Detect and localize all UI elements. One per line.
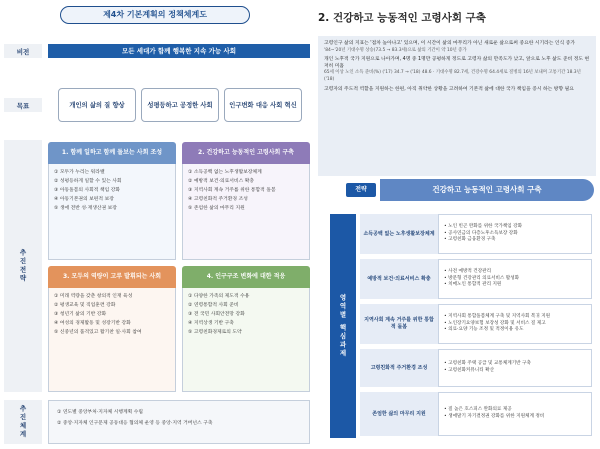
strategy-title-4: 4. 인구구조 변화에 대한 적응 <box>182 266 310 288</box>
area-label: 예방적 보건·의료서비스 확충 <box>360 259 438 299</box>
area-row-4 <box>360 349 592 387</box>
strategy-badge: 전략 <box>346 183 376 197</box>
strategy-item: ① 다양한 가족의 제도적 수용 <box>188 294 250 299</box>
strategy-item: ② 연령통합적 사회 준비 <box>188 303 239 308</box>
area-item: • 질 높은 호스피스 완화의료 제공 <box>444 407 512 413</box>
strategy-label: 추진전략 <box>4 140 42 392</box>
strategy-items-2 <box>182 164 310 260</box>
area-body <box>438 349 592 387</box>
bullet-subtext: '84~'20년 기대수명 상승(73.5 → 83.3세)으로 삶의 기간이 약 10년 증가 <box>324 47 467 53</box>
strategy-item: ① 소득공백 없는 노후생활보장체계 <box>188 170 262 175</box>
strategy-item: ② 평생교육 및 직업훈련 강화 <box>54 303 116 308</box>
system-box <box>48 400 310 444</box>
area-label: 존엄한 삶의 마무리 지원 <box>360 392 438 436</box>
goal-box-1: 개인의 삶의 질 향상 <box>58 88 136 122</box>
area-body <box>438 304 592 344</box>
area-item: • 노인장기요양보험 보장성 강화 및 서비스 질 제고 <box>444 320 546 326</box>
area-item: • 사전 예방적 건강관리 <box>444 268 492 274</box>
strategy-item: ① 미래 역량을 갖춘 창의적 인재 육성 <box>54 294 133 299</box>
strategy-card-1 <box>48 142 176 260</box>
core-tasks-label: 영역별 핵심과제 <box>330 214 356 438</box>
area-item: • 고령친화커뮤니티 확산 <box>444 368 495 373</box>
strategy-item: ⑤ 생애 전반 성·재생산권 보장 <box>54 206 117 211</box>
area-item: • 지역사회 통합돌봄체계 구축 및 지역사회 복귀 지원 <box>444 313 551 319</box>
area-item: • 공사연금의 다층노후소득보장 강화 <box>444 230 518 236</box>
system-item: ② 중앙·지자체 인구문제 공동대응 협의체 운영 등 중앙·지역 거버넌스 구축 <box>57 421 213 426</box>
strategy-title-2: 2. 건강하고 능동적인 고령사회 구축 <box>182 142 310 164</box>
goal-label: 목표 <box>4 98 42 112</box>
strategy-item: ④ 지역상생 기반 구축 <box>188 321 234 326</box>
strategy-item: ④ 아동기본권의 보편적 보장 <box>54 197 114 202</box>
background-bullets <box>318 36 596 176</box>
area-body <box>438 214 592 254</box>
strategy-item: ⑤ 신중년의 품격있고 활기찬 일·사회 참여 <box>54 330 142 335</box>
area-body <box>438 392 592 436</box>
system-label: 추진체계 <box>4 400 42 444</box>
area-item: • 노인 빈곤 완화를 위한 국가책임 강화 <box>444 223 523 229</box>
strategy-item: ① 모두가 누리는 워라밸 <box>54 170 105 175</box>
area-label: 지역사회 계속 거주를 위한 통합적 돌봄 <box>360 304 438 344</box>
bullet-item-3 <box>324 87 590 94</box>
area-label: 고령친화적 주거환경 조성 <box>360 349 438 387</box>
strategy-card-3 <box>48 266 176 392</box>
strategy-item: ② 예방적 보건·의료서비스 확충 <box>188 179 255 184</box>
strategy-title-3: 3. 모두의 역량이 고루 발휘되는 사회 <box>48 266 176 288</box>
area-item: • 생애말기 자기결정권 강화를 위한 지원체계 정비 <box>444 414 545 419</box>
strategy-item: ② 성평등하게 일할 수 있는 사회 <box>54 179 122 184</box>
strategy-item: ④ 고령친화적 주거환경 조성 <box>188 197 248 202</box>
bullet-item-2 <box>324 57 590 83</box>
left-panel-title: 제4차 기본계획의 정책체계도 <box>60 6 250 24</box>
strategy-item: ③ 전 국민 사회안전망 강화 <box>188 312 245 317</box>
vision-statement: 모든 세대가 함께 행복한 지속 가능 사회 <box>48 44 310 58</box>
right-panel-title: 2. 건강하고 능동적인 고령사회 구축 <box>318 12 486 24</box>
area-item: • 고령친화 금융환경 구축 <box>444 237 496 243</box>
area-body <box>438 259 592 299</box>
strategy-items-3 <box>48 288 176 392</box>
strategy-item: ⑤ 존엄한 삶의 마무리 지원 <box>188 206 245 211</box>
area-item: • 치매노인 통합적 관리 지원 <box>444 282 502 288</box>
vision-label: 비전 <box>4 44 42 58</box>
area-row-3 <box>360 304 592 344</box>
area-label: 소득공백 없는 노후생활보장체계 <box>360 214 438 254</box>
area-item: • 방문형 건강관리 의료서비스 활성화 <box>444 275 520 281</box>
strategy-items-4 <box>182 288 310 392</box>
strategy-card-2 <box>182 142 310 260</box>
strategy-item: ④ 여성의 경제활동 및 성장기반 강화 <box>54 321 131 326</box>
strategy-card-4 <box>182 266 310 392</box>
goal-box-3: 인구변화 대응 사회 혁신 <box>224 88 302 122</box>
bullet-text: 개인 노후적 국가 지원으로 나아가며, 4명 중 1명만 공평하게 정도로 고령자 삶의 만족도가 낮고, 앞으로 노후 삶도 준비 정도 현저히 미흡 <box>324 57 590 69</box>
strategy-items-1 <box>48 164 176 260</box>
system-item: ① 연도별 중앙부처·지자체 시행계획 수립 <box>57 410 144 415</box>
strategy-title-1: 1. 함께 일하고 함께 돌보는 사회 조성 <box>48 142 176 164</box>
strategy-item: ③ 청년기 삶의 기반 강화 <box>54 312 107 317</box>
goal-box-2: 성평등하고 공정한 사회 <box>141 88 219 122</box>
bullet-text: 고령자의 주도적 역할을 지원하는 한편, 아직 취약한 상황을 고려하여 기본적 삶에 대한 국가 책임을 증시 하는 방향 필요 <box>324 86 574 92</box>
strategy-item: ③ 아동돌봄의 사회적 책임 강화 <box>54 188 121 193</box>
area-row-2 <box>360 259 592 299</box>
area-item: • 의료·요양 기능 조정 및 적정이용 유도 <box>444 327 524 333</box>
area-row-1 <box>360 214 592 254</box>
bullet-subtext: 65세 이상 노인 소득 준비(%) ('17) 34.7 → ('18) 48.6 · 기대수명 82.7세, 건강수명 64.4세로 질병의 16년 보내며 고통기간 18.3년('18) <box>324 70 581 82</box>
strategy-item: ⑤ 고령친화경제로의 도약 <box>188 330 242 335</box>
area-item: • 고령친화 주택 공급 및 교통체계기반 구축 <box>444 361 531 367</box>
strategy-banner: 건강하고 능동적인 고령사회 구축 <box>380 179 594 201</box>
area-row-5 <box>360 392 592 436</box>
bullet-text: 고령인구 삶의 지표는 '점차 높아나고' 있으며, 이 시간이 삶의 마무리가 아닌 새로운 삶으로써 중요한 시기라는 인식 증가 <box>324 41 575 46</box>
strategy-item: ③ 지역사회 계속 거주를 위한 통합적 돌봄 <box>188 188 276 193</box>
bullet-item-1 <box>324 41 590 54</box>
